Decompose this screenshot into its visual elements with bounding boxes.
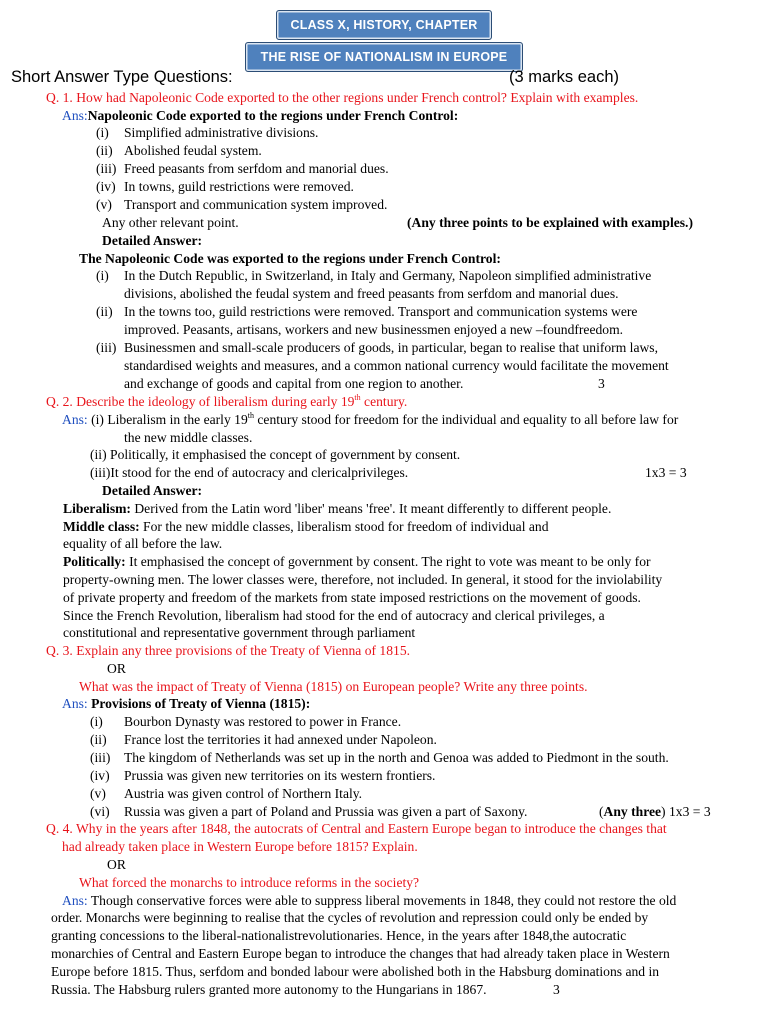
q1-marks: 3 [598,376,605,391]
q3-any-three-label: Any three [603,804,662,819]
question-2 [46,393,407,411]
q1-detail-line: divisions, abolished the feudal system and freed peasants from serfdom and manorial dues. [124,286,619,301]
q1-point-text: Simplified administrative divisions. [124,125,319,140]
q3-point-num: (v) [90,786,106,801]
q3-or: OR [107,661,126,676]
q2-liberalism [63,500,611,518]
q2-question-post: century. [360,394,408,409]
q1-detail-line: improved. Peasants, artisans, workers and new businessmen enjoyed a new –foundfreedom. [124,322,624,337]
q3-point-text: Russia was given a part of Poland and Prussia was given a part of Saxony. [124,804,528,819]
q2-detailed-label: Detailed Answer: [102,483,203,498]
q4-answer-line: Russia. The Habsburg rulers granted more autonomy to the Hungarians in 1867. [51,982,487,997]
q4-answer-line: monarchies of Central and Eastern Europe began to introduce the changes that had already taken place in Western [51,946,670,961]
q1-point-num: (iii) [96,161,117,176]
chapter-banner [276,10,492,40]
q2-middle-class [63,518,549,536]
q1-detail-line: In the towns too, guild restrictions were removed. Transport and communication systems were [124,304,638,319]
q2-p1-pre: (i) Liberalism in the early 19 [91,412,248,427]
q2-p1-cont: the new middle classes. [124,430,253,445]
chapter-banner-text: CLASS X, HISTORY, CHAPTER [290,18,478,32]
q3-answer-title: Provisions of Treaty of Vienna (1815): [87,696,311,711]
answer-label: Ans: [62,108,88,123]
q2-politically-line: Since the French Revolution, liberalism had stood for the end of autocracy and clerical privileges, a [63,608,605,623]
q4-or: OR [107,857,126,872]
q2-p1-post: century stood for freedom for the individual and equality to all before law for [253,412,679,427]
q1-answer-heading [62,107,458,125]
q1-point-num: (ii) [96,143,113,158]
title-banner-text: THE RISE OF NATIONALISM IN EUROPE [260,50,508,64]
politically-label: Politically: [63,554,126,569]
q1-detail-line: standardised weights and measures, and a common national currency would facilitate the movement [124,358,669,373]
q3-point-text: Bourbon Dynasty was restored to power in France. [124,714,402,729]
q2-politically-line: constitutional and representative government through parliament [63,625,416,640]
q2-answer-point-1 [62,411,678,429]
q1-point-text: In towns, guild restrictions were removed. [124,179,354,194]
q1-point-num: (iv) [96,179,116,194]
q4-answer-line: granting concessions to the liberal-nationalistrevolutionaries. Hence, in the years after 1848,the autocratic [51,928,627,943]
q1-detailed-title: The Napoleonic Code was exported to the regions under French Control: [79,251,501,266]
title-banner [245,42,523,72]
q3-point-num: (vi) [90,804,110,819]
q2-politically-line: property-owning men. The lower classes were, therefore, not included. In general, it stood for the inviolability [63,572,663,587]
q3-any-three-open: ( [599,804,604,819]
q3-point-num: (ii) [90,732,107,747]
q2-marks: 1x3 = 3 [645,465,687,480]
section-marks: (3 marks each) [509,68,620,86]
middle-class-label: Middle class: [63,519,140,534]
q1-detail-line: Businessmen and small-scale producers of goods, in particular, began to realise that uniform laws, [124,340,658,355]
q1-detail-num: (ii) [96,304,113,319]
q3-point-num: (iv) [90,768,110,783]
question-1: Q. 1. How had Napoleonic Code exported to the other regions under French control? Explain with examples. [46,90,639,105]
q3-point-text: Prussia was given new territories on its western frontiers. [124,768,436,783]
q1-detail-num: (iii) [96,340,117,355]
liberalism-label: Liberalism: [63,501,131,516]
question-4: Q. 4. Why in the years after 1848, the autocrats of Central and Eastern Europe began to introduce the changes that [46,821,667,836]
liberalism-text: Derived from the Latin word 'liber' means 'free'. It meant differently to different people. [130,501,612,516]
q4-alt-question: What forced the monarchs to introduce reforms in the society? [79,875,420,890]
q1-other-point: Any other relevant point. [102,215,239,230]
q1-detailed-label: Detailed Answer: [102,233,203,248]
q3-answer-heading [62,695,310,713]
q3-point-text: The kingdom of Netherlands was set up in the north and Genoa was added to Piedmont in the south. [124,750,669,765]
q3-point-num: (i) [90,714,103,729]
q3-point-num: (iii) [90,750,111,765]
middle-class-text: For the new middle classes, liberalism stood for freedom of individual and [139,519,549,534]
politically-text: It emphasised the concept of government by consent. The right to vote was meant to be only for [125,554,651,569]
q4-answer-line: order. Monarchs were beginning to realise that the cycles of revolution and repression could only be ended by [51,910,649,925]
section-heading: Short Answer Type Questions: [11,68,233,86]
q2-politically [63,553,651,571]
answer-label: Ans: [62,893,88,908]
q1-point-text: Transport and communication system improved. [124,197,388,212]
q3-point-text: France lost the territories it had annexed under Napoleon. [124,732,437,747]
question-4-cont: had already taken place in Western Europe before 1815? Explain. [62,839,418,854]
q2-answer-point-3: (iii)It stood for the end of autocracy and clericalprivileges. [90,465,409,480]
q1-any-three-note: (Any three points to be explained with examples.) [407,215,693,230]
q4-answer-first [62,892,676,910]
q2-question-pre: Q. 2. Describe the ideology of liberalism during early 19 [46,394,355,409]
answer-label: Ans: [62,696,88,711]
q3-marks: ) 1x3 = 3 [661,804,711,819]
q1-detail-line: and exchange of goods and capital from one region to another. [124,376,464,391]
q4-marks: 3 [553,982,560,997]
question-3: Q. 3. Explain any three provisions of the Treaty of Vienna of 1815. [46,643,411,658]
q1-point-num: (i) [96,125,109,140]
q1-answer-title: Napoleonic Code exported to the regions under French Control: [87,108,459,123]
q1-point-text: Freed peasants from serfdom and manorial dues. [124,161,389,176]
q4-answer-line: Europe before 1815. Thus, serfdom and bonded labour were abolished both in the Habsburg dominations and in [51,964,660,979]
q2-p1-sup: th [247,411,254,420]
q1-detail-line: In the Dutch Republic, in Switzerland, in Italy and Germany, Napoleon simplified administrative [124,268,652,283]
q4-answer-first-text: Though conservative forces were able to suppress liberal movements in 1848, they could not restore the old [87,893,677,908]
q1-point-text: Abolished feudal system. [124,143,262,158]
q2-politically-line: of private property and freedom of the markets from state imposed restrictions on the movement of goods. [63,590,641,605]
q3-alt-question: What was the impact of Treaty of Vienna (1815) on European people? Write any three points. [79,679,588,694]
q1-point-num: (v) [96,197,112,212]
answer-label: Ans: [62,412,88,427]
q3-any-three [599,803,711,821]
q1-detail-num: (i) [96,268,109,283]
q2-answer-point-2: (ii) Politically, it emphasised the concept of government by consent. [90,447,461,462]
q2-middle-cont: equality of all before the law. [63,536,223,551]
q3-point-text: Austria was given control of Northern Italy. [124,786,363,801]
q2-question-sup: th [354,393,361,402]
